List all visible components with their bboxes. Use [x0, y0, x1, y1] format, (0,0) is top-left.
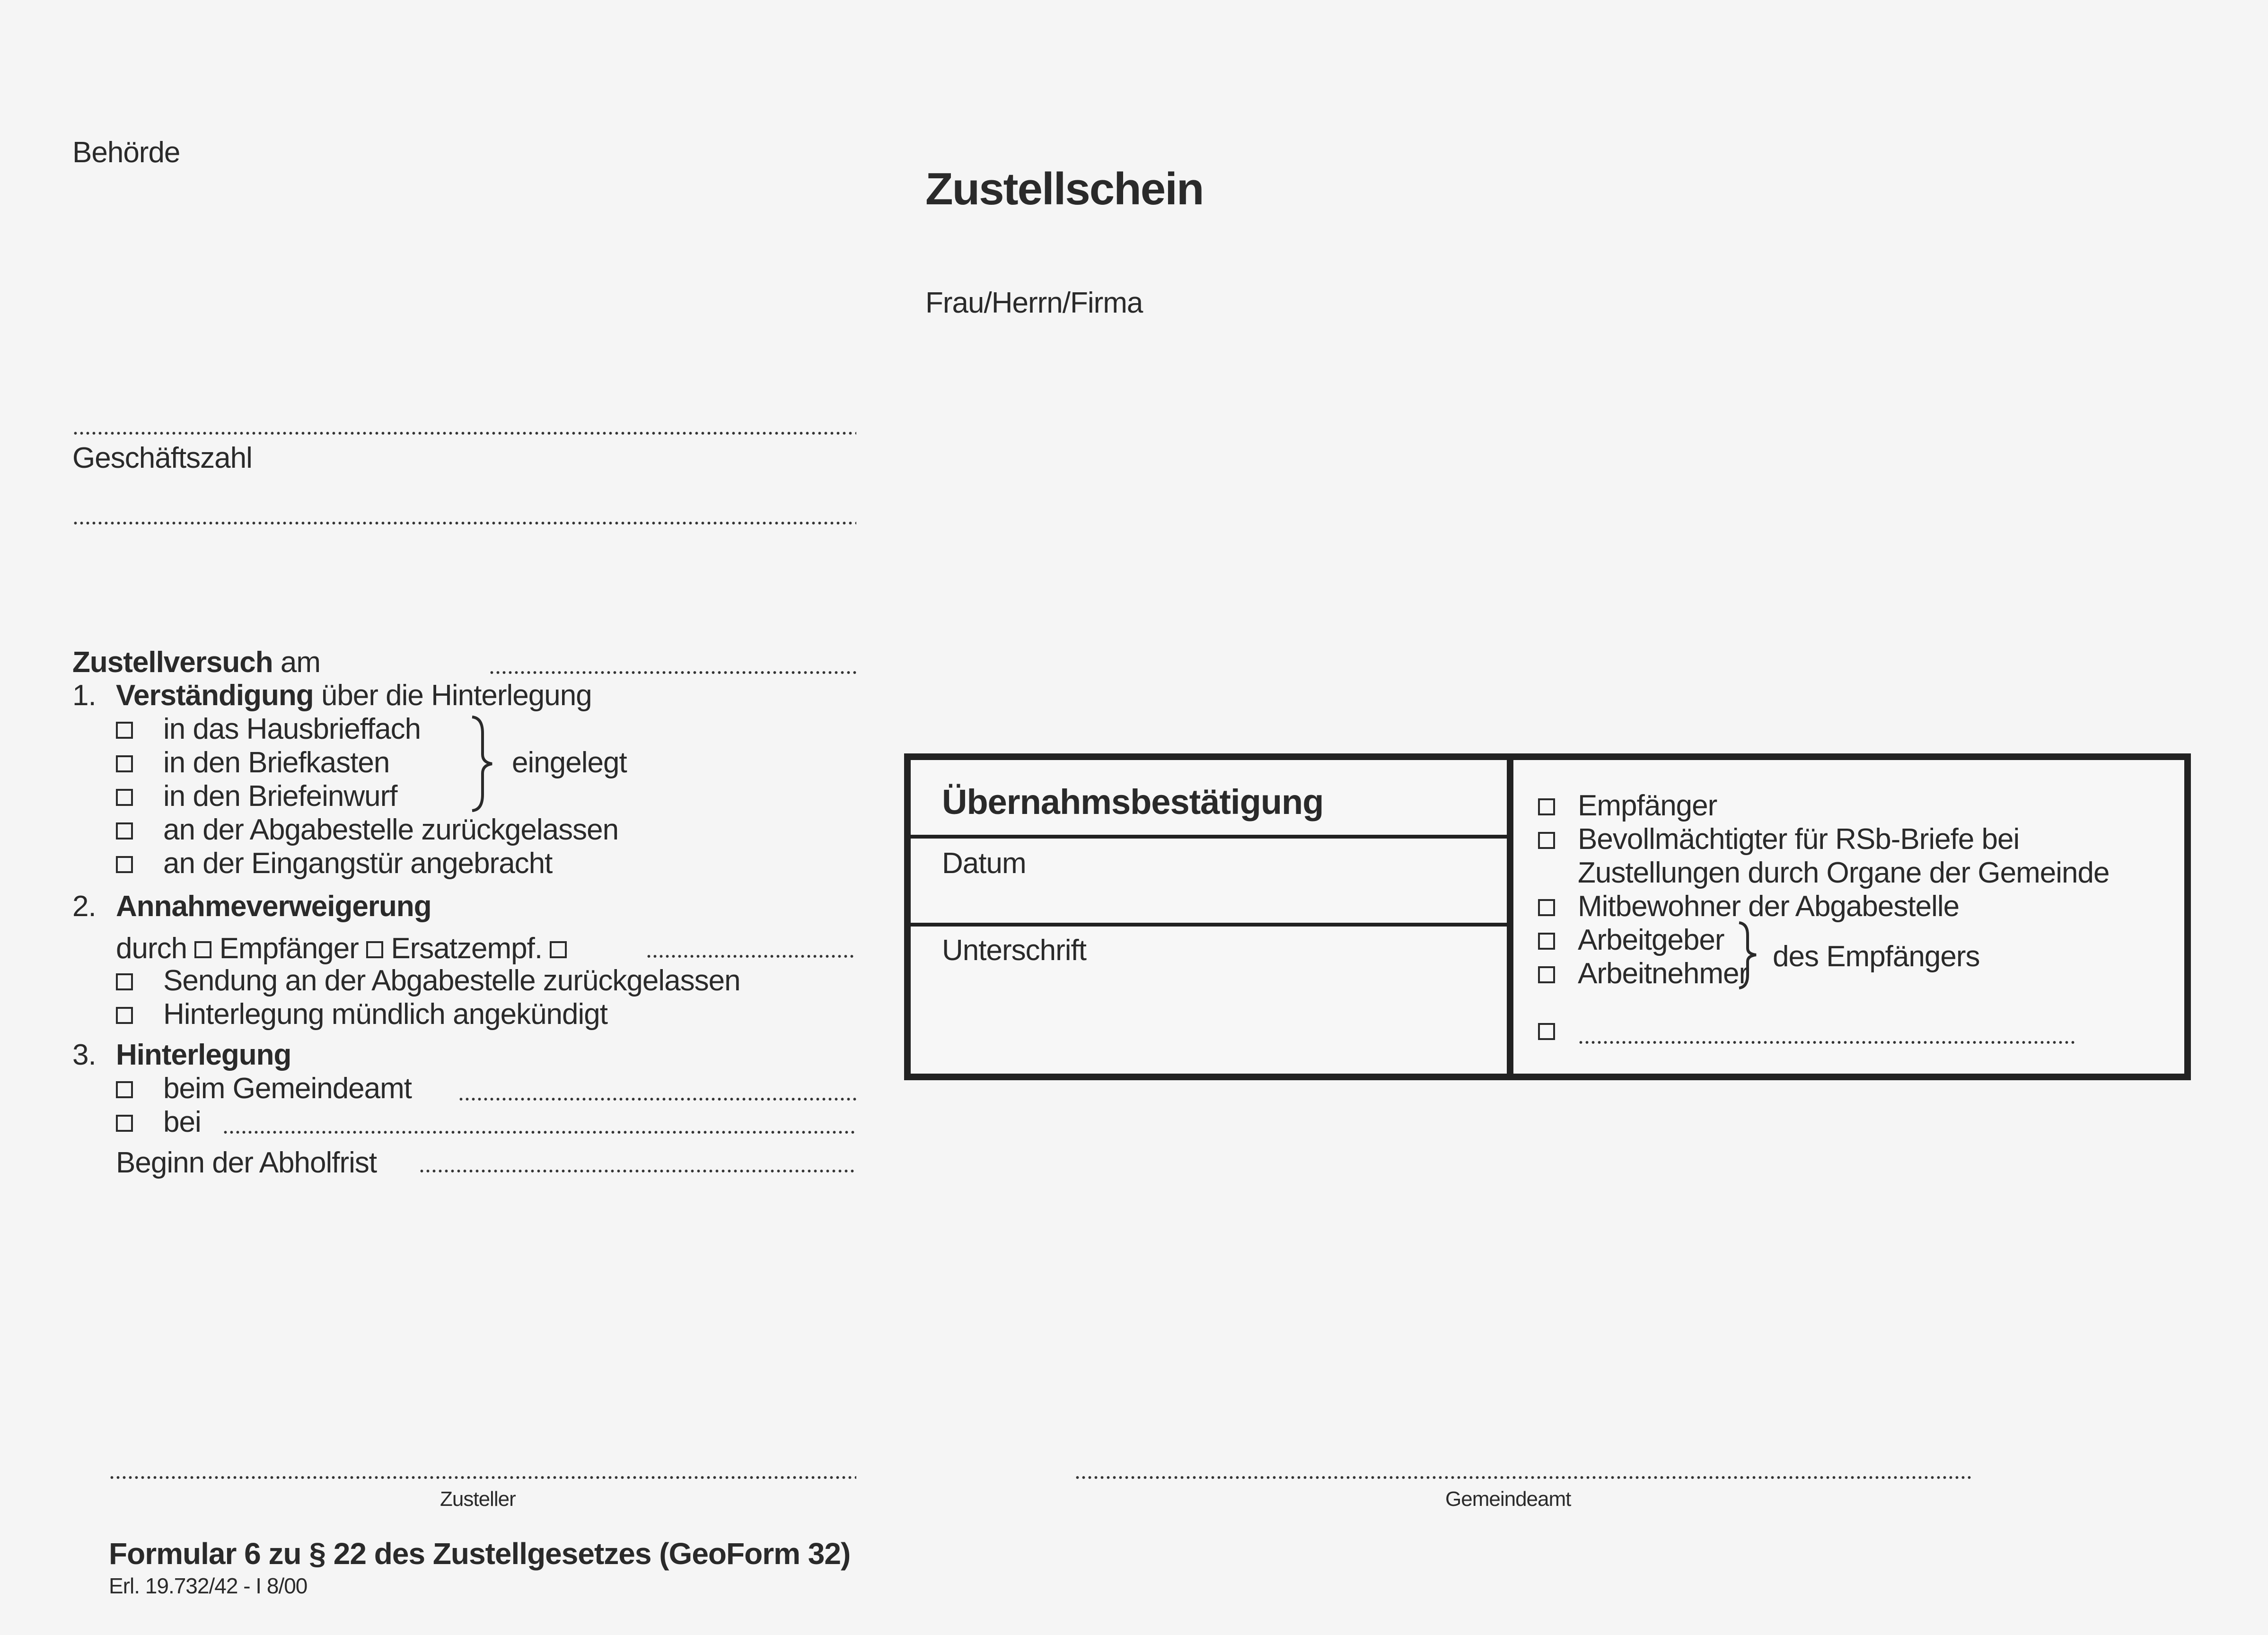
- recipient-option: [1538, 959, 1748, 988]
- recipient-option: [1538, 791, 1717, 821]
- authority-label: Behörde: [72, 136, 180, 169]
- checkbox[interactable]: [116, 973, 133, 990]
- section2-number: 2.: [72, 890, 96, 923]
- item-label: an der Eingangstür angebracht: [163, 847, 553, 880]
- recipient-option: [1538, 825, 2019, 854]
- checkbox[interactable]: [1538, 899, 1555, 916]
- item-label: Hinterlegung mündlich angekündigt: [163, 998, 607, 1031]
- option-label: Ersatzempf.: [391, 932, 543, 965]
- brace-label: des Empfängers: [1773, 940, 1980, 973]
- option-label: Bevollmächtigter für RSb-Briefe bei: [1578, 823, 2020, 856]
- checkbox[interactable]: [1538, 798, 1555, 815]
- other-recipient-field[interactable]: [1578, 1040, 2075, 1044]
- authority-field[interactable]: [72, 431, 856, 435]
- item-label: in den Briefkasten: [163, 746, 390, 779]
- section3-number: 3.: [72, 1039, 96, 1071]
- section1-heading: [72, 681, 592, 710]
- reference-label: Geschäftszahl: [72, 442, 252, 474]
- checkbox-other[interactable]: [550, 941, 567, 958]
- option-label: Mitbewohner der Abgabestelle: [1578, 890, 1960, 923]
- section1-item: [116, 715, 421, 744]
- item-label: bei: [163, 1106, 201, 1138]
- section1-item: [116, 748, 389, 778]
- section2-heading: [72, 892, 431, 921]
- brace-label: eingelegt: [512, 746, 627, 779]
- refusal-other-field[interactable]: [646, 954, 856, 958]
- item-label: beim Gemeindeamt: [163, 1072, 412, 1105]
- section3-item: [116, 1074, 412, 1103]
- checkbox[interactable]: [116, 1081, 133, 1098]
- section2-item: [116, 966, 740, 996]
- checkbox[interactable]: [116, 1115, 133, 1132]
- form-title: Zustellschein: [925, 164, 1204, 214]
- recipient-option-other: [1538, 1023, 1555, 1040]
- item-label: in das Hausbrieffach: [163, 713, 421, 745]
- checkbox[interactable]: [116, 1007, 133, 1024]
- municipality-deposit-field[interactable]: [458, 1097, 856, 1101]
- checkbox[interactable]: [116, 822, 133, 839]
- checkbox[interactable]: [116, 755, 133, 772]
- item-label: an der Abgabestelle zurückgelassen: [163, 813, 619, 846]
- section1-item: [116, 849, 552, 878]
- by-label: durch: [116, 932, 187, 965]
- section2-title: Annahmeverweigerung: [116, 890, 431, 923]
- signature-label: Unterschrift: [942, 934, 1086, 967]
- municipality-label: Gemeindeamt: [1445, 1487, 1571, 1511]
- date-field[interactable]: [915, 840, 1502, 920]
- section3-item: [116, 1108, 201, 1137]
- box-rule: [911, 835, 1507, 839]
- pickup-row: [116, 1148, 377, 1178]
- checkbox[interactable]: [116, 722, 133, 739]
- municipality-signature-field[interactable]: [1074, 1476, 1971, 1479]
- section3-heading: [72, 1040, 291, 1070]
- reference-field[interactable]: [72, 521, 856, 525]
- item-label: Sendung an der Abgabestelle zurückgelassen: [163, 964, 740, 997]
- recipient-label: Frau/Herrn/Firma: [925, 287, 1143, 319]
- checkbox-substitute[interactable]: [366, 941, 383, 958]
- checkbox[interactable]: [1538, 832, 1555, 849]
- checkbox-recipient[interactable]: [194, 941, 211, 958]
- brace-icon: [1736, 921, 1760, 989]
- signature-field[interactable]: [915, 928, 1502, 1075]
- box-rule: [911, 923, 1507, 927]
- attempt-title-rest: am: [280, 646, 320, 679]
- option-label: Empfänger: [1578, 789, 1717, 822]
- confirmation-box: [904, 753, 2191, 1080]
- section3-title: Hinterlegung: [116, 1039, 291, 1071]
- option-label: Zustellungen durch Organe der Gemeinde: [1578, 857, 2110, 889]
- checkbox[interactable]: [116, 856, 133, 873]
- deliverer-label: Zusteller: [440, 1487, 516, 1511]
- pickup-date-field[interactable]: [419, 1169, 856, 1173]
- section1-item: [116, 815, 618, 845]
- checkbox[interactable]: [116, 789, 133, 806]
- pickup-label: Beginn der Abholfrist: [116, 1146, 377, 1179]
- deposit-at-field[interactable]: [222, 1130, 856, 1134]
- checkbox[interactable]: [1538, 1023, 1555, 1040]
- option-label: Arbeitgeber: [1578, 924, 1724, 956]
- attempt-title: Zustellversuch: [72, 646, 273, 679]
- recipient-option: [1538, 892, 1959, 921]
- checkbox[interactable]: [1538, 933, 1555, 950]
- section1-item: [116, 782, 397, 811]
- section2-item: [116, 1000, 607, 1029]
- checkbox[interactable]: [1538, 966, 1555, 983]
- section1-title: Verständigung: [116, 679, 314, 712]
- recipient-option: [1538, 926, 1724, 955]
- option-label: Empfänger: [219, 932, 359, 965]
- form-reference: Formular 6 zu § 22 des Zustellgesetzes (GeoForm 32): [109, 1537, 851, 1571]
- confirmation-title: Übernahmsbestätigung: [942, 782, 1324, 822]
- item-label: in den Briefeinwurf: [163, 780, 397, 813]
- date-label: Datum: [942, 847, 1026, 880]
- option-label: Arbeitnehmer: [1578, 957, 1749, 990]
- box-divider: [1507, 760, 1513, 1074]
- attempt-date-field[interactable]: [489, 671, 856, 674]
- option-continuation: [1578, 858, 2109, 888]
- refusal-by-row: [116, 934, 567, 963]
- attempt-heading: [72, 648, 320, 677]
- deliverer-signature-field[interactable]: [109, 1476, 856, 1479]
- section1-number: 1.: [72, 679, 96, 712]
- brace-icon: [468, 714, 497, 813]
- section1-title-rest: über die Hinterlegung: [321, 679, 592, 712]
- decree-reference: Erl. 19.732/42 - I 8/00: [109, 1574, 308, 1598]
